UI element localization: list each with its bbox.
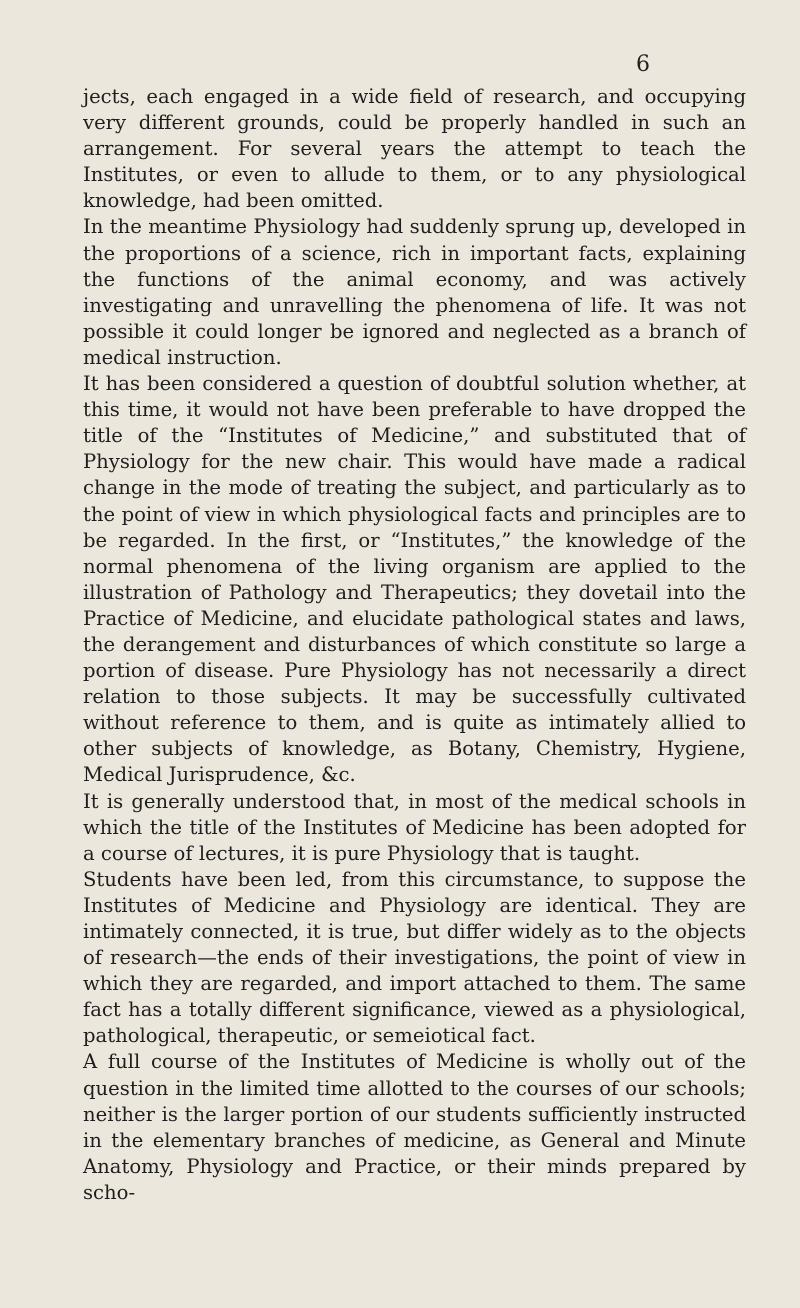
paragraph: Students have been led, from this circumstance, to suppose the Institutes of Medicine and Physiology are identical. They are intimately connected, it is true, but differ widely as to the objects of research—the ends of their investigations, the point of view in which they are regarded, and import attached to them. The same fact has a totally different significance, viewed as a physiological, pathological, therapeutic, or semeiotical fact. <box>83 867 746 1048</box>
paragraph: It has been considered a question of doubtful solution whether, at this time, it would not have been preferable to have dropped the title of the “Institutes of Medicine,” and substituted that of Physiology for the new chair. This would have made a radical change in the mode of treating the subject, and particularly as to the point of view in which physiological facts and principles are to be regarded. In the first, or “Institutes,” the knowledge of the normal phenomena of the living organism are applied to the illustration of Pathology and Therapeutics; they dovetail into the Practice of Medicine, and elucidate pathological states and laws, the derangement and disturbances of which constitute so large a portion of disease. Pure Physiology has not necessarily a direct relation to those subjects. It may be successfully cultivated without reference to them, and is quite as intimately allied to other subjects of knowledge, as Botany, Chemistry, Hygiene, Medical Jurisprudence, &c. <box>83 372 746 787</box>
paragraph: It is generally understood that, in most of the medical schools in which the title of the Institutes of Medicine has been adopted for a course of lectures, it is pure Physiology that is taught. <box>83 789 746 865</box>
paragraph: A full course of the Institutes of Medicine is wholly out of the question in the limited time allotted to the courses of our schools; neither is the larger portion of our students sufficiently instructed in the elementary branches of medicine, as General and Minute Anatomy, Physiology and Practice, or their minds prepared by scho- <box>83 1050 746 1204</box>
paragraph: In the meantime Physiology had suddenly sprung up, developed in the proportions of a science, rich in important facts, explaining the functions of the animal economy, and was actively investigating and unravelling the phenomena of life. It was not possible it could longer be ignored and neglected as a branch of medical instruction. <box>83 215 746 369</box>
paragraph: jects, each engaged in a wide field of research, and occupying very different grounds, could be properly handled in such an arrangement. For several years the attempt to teach the Institutes, or even to allude to them, or to any physiological knowledge, had been omitted. <box>83 85 746 213</box>
body-text <box>83 84 746 1206</box>
page-number: 6 <box>636 52 650 77</box>
